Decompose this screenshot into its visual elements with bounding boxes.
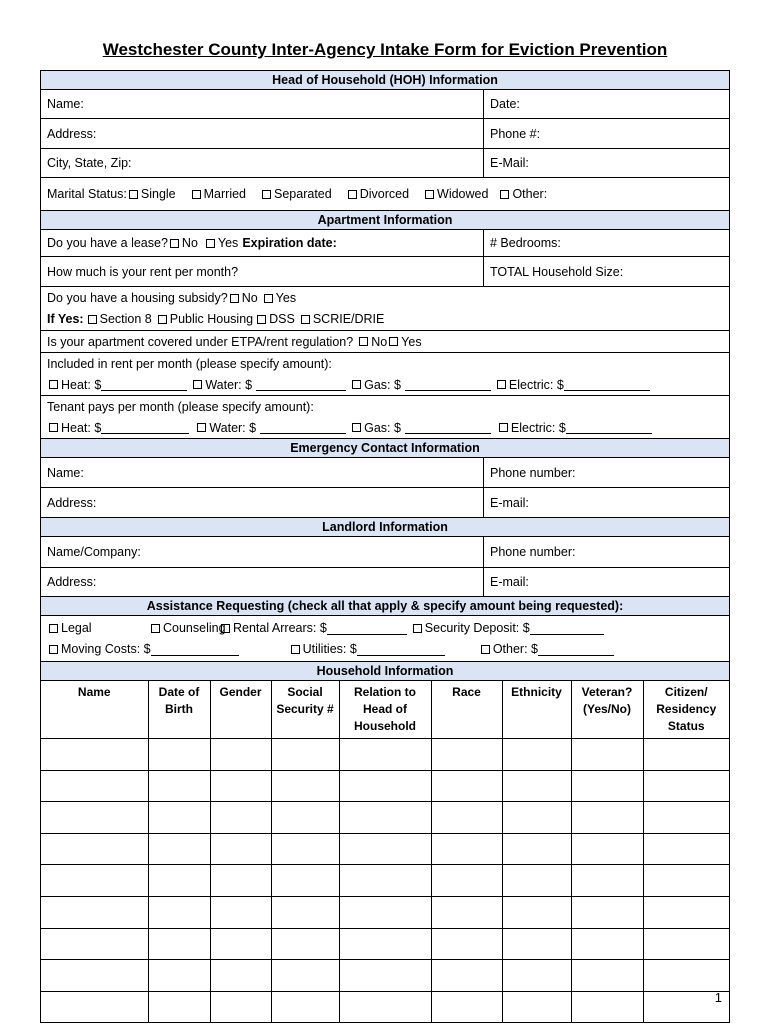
- landlord-address-field[interactable]: [41, 568, 484, 596]
- household-row: [41, 960, 729, 992]
- hoh-email-field[interactable]: [484, 149, 729, 177]
- household-cell[interactable]: [571, 928, 643, 960]
- tenant-pays-label: Tenant pays per month (please specify amount):: [47, 399, 314, 414]
- household-cell[interactable]: [210, 896, 271, 928]
- household-cell[interactable]: [431, 896, 502, 928]
- household-cell[interactable]: [148, 865, 210, 897]
- hoh-phone-label: Phone #:: [490, 126, 541, 141]
- household-cell[interactable]: [571, 991, 643, 1022]
- landlord-phone-field[interactable]: [484, 537, 729, 567]
- household-row: [41, 991, 729, 1022]
- utilities-assist-checkbox[interactable]: [291, 645, 300, 654]
- household-cell[interactable]: [502, 833, 571, 865]
- household-cell[interactable]: [271, 896, 339, 928]
- assistance-section-header: Assistance Requesting (check all that apply & specify amount being requested):: [41, 597, 729, 616]
- lease-row: [41, 230, 484, 256]
- household-cell[interactable]: [431, 802, 502, 834]
- household-cell[interactable]: [431, 960, 502, 992]
- tenant-pays-label-row: [41, 396, 729, 417]
- household-cell[interactable]: [148, 770, 210, 802]
- included-heat-label: Heat: $: [61, 377, 102, 392]
- etpa-no-checkbox[interactable]: [359, 337, 368, 346]
- col-citizen: Citizen/ Residency Status: [643, 681, 729, 739]
- moving-costs-label: Moving Costs: $: [61, 642, 151, 656]
- household-cell[interactable]: [571, 739, 643, 771]
- col-gender: Gender: [210, 681, 271, 739]
- household-row: [41, 865, 729, 897]
- separated-label: Separated: [274, 187, 332, 201]
- household-cell[interactable]: [210, 770, 271, 802]
- counseling-checkbox[interactable]: [151, 624, 160, 633]
- household-cell[interactable]: [41, 960, 148, 992]
- subsidy-yes-checkbox[interactable]: [264, 294, 273, 303]
- landlord-section-header: Landlord Information: [41, 518, 729, 537]
- etpa-no-label: No: [371, 334, 388, 349]
- etpa-row: [41, 331, 729, 352]
- emergency-email-field[interactable]: [484, 488, 729, 517]
- hoh-phone-field[interactable]: [484, 119, 729, 148]
- other-marital-checkbox[interactable]: [500, 190, 509, 199]
- household-size-field[interactable]: [484, 257, 729, 286]
- household-cell[interactable]: [339, 960, 431, 992]
- emergency-phone-field[interactable]: [484, 458, 729, 487]
- household-cell[interactable]: [643, 833, 729, 865]
- hoh-name-field[interactable]: [41, 90, 484, 118]
- household-cell[interactable]: [41, 802, 148, 834]
- household-cell[interactable]: [210, 928, 271, 960]
- household-cell[interactable]: [210, 960, 271, 992]
- household-cell[interactable]: [431, 865, 502, 897]
- dss-checkbox[interactable]: [257, 315, 266, 324]
- tenant-electric-amount[interactable]: [566, 421, 652, 434]
- household-cell[interactable]: [502, 770, 571, 802]
- hoh-email-label: E-Mail:: [490, 156, 529, 170]
- included-gas-label: Gas: $: [364, 377, 401, 392]
- col-name: Name: [41, 681, 148, 739]
- household-cell[interactable]: [148, 960, 210, 992]
- emergency-name-label: Name:: [47, 465, 84, 480]
- landlord-email-label: E-mail:: [490, 575, 529, 589]
- emergency-address-field[interactable]: [41, 488, 484, 517]
- scrie-checkbox[interactable]: [301, 315, 310, 324]
- household-cell[interactable]: [502, 865, 571, 897]
- household-cell[interactable]: [502, 739, 571, 771]
- married-label: Married: [203, 187, 247, 201]
- emergency-address-label: Address:: [47, 495, 97, 510]
- hoh-address-field[interactable]: [41, 119, 484, 148]
- rent-field[interactable]: [41, 257, 484, 286]
- household-cell[interactable]: [643, 896, 729, 928]
- col-ssn: Social Security #: [271, 681, 339, 739]
- etpa-question: Is your apartment covered under ETPA/rent regulation?: [47, 334, 354, 349]
- household-cell[interactable]: [210, 865, 271, 897]
- household-cell[interactable]: [41, 865, 148, 897]
- household-cell[interactable]: [571, 896, 643, 928]
- hoh-date-field[interactable]: [484, 90, 729, 118]
- tenant-gas-label: Gas: $: [364, 420, 401, 435]
- household-cell[interactable]: [431, 739, 502, 771]
- emergency-phone-label: Phone number:: [490, 465, 576, 480]
- household-cell[interactable]: [148, 833, 210, 865]
- subsidy-row: [41, 288, 729, 309]
- household-cell[interactable]: [431, 991, 502, 1022]
- household-row: [41, 770, 729, 802]
- form-title: Westchester County Inter-Agency Intake Form for Eviction Prevention: [102, 40, 668, 59]
- household-cell[interactable]: [339, 739, 431, 771]
- col-veteran: Veteran? (Yes/No): [571, 681, 643, 739]
- tenant-gas-checkbox[interactable]: [352, 423, 361, 432]
- single-label: Single: [140, 187, 176, 201]
- household-cell[interactable]: [502, 960, 571, 992]
- security-deposit-amount[interactable]: [530, 622, 604, 635]
- col-dob: Date of Birth: [148, 681, 210, 739]
- other-assist-amount[interactable]: [538, 643, 614, 656]
- hoh-section-header: Head of Household (HOH) Information: [41, 71, 729, 90]
- household-cell[interactable]: [271, 770, 339, 802]
- etpa-yes-checkbox[interactable]: [389, 337, 398, 346]
- household-cell[interactable]: [339, 833, 431, 865]
- rental-arrears-checkbox[interactable]: [221, 624, 230, 633]
- emergency-name-field[interactable]: [41, 458, 484, 487]
- legal-label: Legal: [61, 621, 92, 635]
- household-cell[interactable]: [210, 833, 271, 865]
- household-row: [41, 928, 729, 960]
- included-utilities-row: [41, 374, 729, 395]
- household-cell[interactable]: [431, 770, 502, 802]
- included-rent-label: Included in rent per month (please specify amount):: [47, 356, 332, 371]
- household-cell[interactable]: [41, 896, 148, 928]
- household-size-label: TOTAL Household Size:: [490, 264, 624, 279]
- col-ethnicity: Ethnicity: [502, 681, 571, 739]
- tenant-water-label: Water: $: [209, 420, 257, 435]
- marital-status-label: Marital Status:: [47, 187, 127, 201]
- marital-status-row: [41, 178, 729, 210]
- widowed-label: Widowed: [437, 187, 489, 201]
- included-gas-checkbox[interactable]: [352, 380, 361, 389]
- household-cell[interactable]: [571, 802, 643, 834]
- scrie-label: SCRIE/DRIE: [312, 312, 385, 326]
- utilities-assist-amount[interactable]: [357, 643, 445, 656]
- included-rent-label-row: [41, 353, 729, 374]
- included-water-amount[interactable]: [256, 378, 346, 391]
- household-cell[interactable]: [431, 833, 502, 865]
- moving-costs-amount[interactable]: [151, 643, 239, 656]
- household-cell[interactable]: [271, 928, 339, 960]
- included-water-label: Water: $: [205, 377, 253, 392]
- etpa-yes-label: Yes: [401, 334, 422, 349]
- tenant-heat-amount[interactable]: [101, 421, 189, 434]
- public-housing-checkbox[interactable]: [158, 315, 167, 324]
- other-assist-label: Other: $: [492, 642, 538, 656]
- security-deposit-label: Security Deposit: $: [424, 621, 530, 635]
- counseling-label: Counseling: [163, 621, 226, 635]
- tenant-gas-amount[interactable]: [405, 421, 491, 434]
- col-relation: Relation to Head of Household: [339, 681, 431, 739]
- hoh-city-label: City, State, Zip:: [47, 156, 132, 170]
- household-row: [41, 833, 729, 865]
- widowed-checkbox[interactable]: [425, 190, 434, 199]
- rental-arrears-label: Rental Arrears: $: [233, 621, 327, 635]
- household-cell[interactable]: [502, 802, 571, 834]
- household-cell[interactable]: [148, 896, 210, 928]
- dss-label: DSS: [269, 312, 295, 326]
- divorced-label: Divorced: [359, 187, 410, 201]
- household-cell[interactable]: [643, 802, 729, 834]
- married-checkbox[interactable]: [192, 190, 201, 199]
- hoh-address-label: Address:: [47, 126, 97, 141]
- household-cell[interactable]: [643, 928, 729, 960]
- divorced-checkbox[interactable]: [348, 190, 357, 199]
- section8-checkbox[interactable]: [88, 315, 97, 324]
- separated-checkbox[interactable]: [262, 190, 271, 199]
- included-gas-amount[interactable]: [405, 378, 491, 391]
- household-section-header: Household Information: [41, 662, 729, 681]
- tenant-utilities-row: [41, 417, 729, 438]
- household-cell[interactable]: [339, 928, 431, 960]
- household-cell[interactable]: [41, 770, 148, 802]
- emergency-email-label: E-mail:: [490, 495, 529, 510]
- col-race: Race: [431, 681, 502, 739]
- moving-costs-checkbox[interactable]: [49, 645, 58, 654]
- included-electric-checkbox[interactable]: [497, 380, 506, 389]
- household-cell[interactable]: [339, 770, 431, 802]
- household-cell[interactable]: [271, 802, 339, 834]
- security-deposit-checkbox[interactable]: [413, 624, 422, 633]
- assistance-row-1: [41, 618, 729, 639]
- section8-label: Section 8: [99, 312, 152, 326]
- tenant-water-checkbox[interactable]: [197, 423, 206, 432]
- lease-question: Do you have a lease?: [47, 236, 168, 250]
- household-cell[interactable]: [148, 928, 210, 960]
- household-cell[interactable]: [339, 865, 431, 897]
- household-cell[interactable]: [431, 928, 502, 960]
- household-cell[interactable]: [210, 991, 271, 1022]
- included-water-checkbox[interactable]: [193, 380, 202, 389]
- household-cell[interactable]: [643, 960, 729, 992]
- household-cell[interactable]: [571, 833, 643, 865]
- tenant-electric-label: Electric: $: [510, 420, 566, 435]
- rent-question: How much is your rent per month?: [47, 264, 239, 279]
- hoh-name-label: Name:: [47, 97, 84, 111]
- household-cell[interactable]: [148, 802, 210, 834]
- if-yes-label: If Yes:: [47, 312, 84, 326]
- single-checkbox[interactable]: [129, 190, 138, 199]
- landlord-email-field[interactable]: [484, 568, 729, 596]
- included-electric-label: Electric: $: [508, 377, 564, 392]
- subsidy-yes-label: Yes: [275, 291, 297, 305]
- tenant-heat-label: Heat: $: [61, 420, 102, 435]
- household-cell[interactable]: [643, 770, 729, 802]
- lease-no-label: No: [181, 236, 198, 250]
- landlord-address-label: Address:: [47, 575, 97, 589]
- household-table: [41, 681, 729, 1022]
- lease-yes-checkbox[interactable]: [206, 239, 215, 248]
- household-cell[interactable]: [271, 739, 339, 771]
- expiration-date-label: Expiration date:: [242, 236, 337, 250]
- household-cell[interactable]: [210, 739, 271, 771]
- household-cell[interactable]: [339, 896, 431, 928]
- household-cell[interactable]: [41, 991, 148, 1022]
- legal-checkbox[interactable]: [49, 624, 58, 633]
- household-cell[interactable]: [502, 991, 571, 1022]
- landlord-phone-label: Phone number:: [490, 545, 576, 559]
- intake-form: [40, 70, 730, 1023]
- assistance-row-2: [41, 639, 729, 660]
- household-cell[interactable]: [41, 928, 148, 960]
- tenant-water-amount[interactable]: [260, 421, 346, 434]
- household-cell[interactable]: [148, 739, 210, 771]
- apartment-section-header: Apartment Information: [41, 211, 729, 230]
- utilities-assist-label: Utilities: $: [302, 642, 357, 656]
- household-header-row: [41, 681, 729, 739]
- household-cell[interactable]: [571, 865, 643, 897]
- lease-yes-label: Yes: [217, 236, 239, 250]
- household-cell[interactable]: [339, 991, 431, 1022]
- household-cell[interactable]: [643, 865, 729, 897]
- subsidy-no-checkbox[interactable]: [230, 294, 239, 303]
- subsidy-no-label: No: [241, 291, 258, 305]
- included-heat-checkbox[interactable]: [49, 380, 58, 389]
- page-number: 1: [714, 990, 722, 1005]
- included-electric-amount[interactable]: [564, 378, 650, 391]
- bedrooms-label: # Bedrooms:: [490, 236, 561, 250]
- landlord-name-label: Name/Company:: [47, 545, 141, 559]
- lease-no-checkbox[interactable]: [170, 239, 179, 248]
- tenant-electric-checkbox[interactable]: [499, 423, 508, 432]
- household-cell[interactable]: [148, 991, 210, 1022]
- other-assist-checkbox[interactable]: [481, 645, 490, 654]
- household-row: [41, 802, 729, 834]
- household-cell[interactable]: [643, 739, 729, 771]
- household-cell[interactable]: [502, 928, 571, 960]
- hoh-city-field[interactable]: [41, 149, 484, 177]
- household-cell[interactable]: [41, 739, 148, 771]
- household-cell[interactable]: [271, 865, 339, 897]
- public-housing-label: Public Housing: [169, 312, 254, 326]
- household-cell[interactable]: [271, 991, 339, 1022]
- household-cell[interactable]: [271, 833, 339, 865]
- other-marital-label: Other:: [512, 187, 548, 201]
- household-cell[interactable]: [571, 770, 643, 802]
- hoh-date-label: Date:: [490, 97, 520, 111]
- landlord-name-field[interactable]: [41, 537, 484, 567]
- household-cell[interactable]: [271, 960, 339, 992]
- emergency-section-header: Emergency Contact Information: [41, 439, 729, 458]
- included-heat-amount[interactable]: [101, 378, 187, 391]
- household-cell[interactable]: [210, 802, 271, 834]
- tenant-heat-checkbox[interactable]: [49, 423, 58, 432]
- bedrooms-field[interactable]: [484, 230, 729, 256]
- household-row: [41, 896, 729, 928]
- rental-arrears-amount[interactable]: [327, 622, 407, 635]
- subsidy-question: Do you have a housing subsidy?: [47, 291, 228, 305]
- household-cell[interactable]: [571, 960, 643, 992]
- household-cell[interactable]: [41, 833, 148, 865]
- subsidy-type-row: [41, 309, 729, 330]
- household-cell[interactable]: [339, 802, 431, 834]
- household-row: [41, 739, 729, 771]
- household-cell[interactable]: [502, 896, 571, 928]
